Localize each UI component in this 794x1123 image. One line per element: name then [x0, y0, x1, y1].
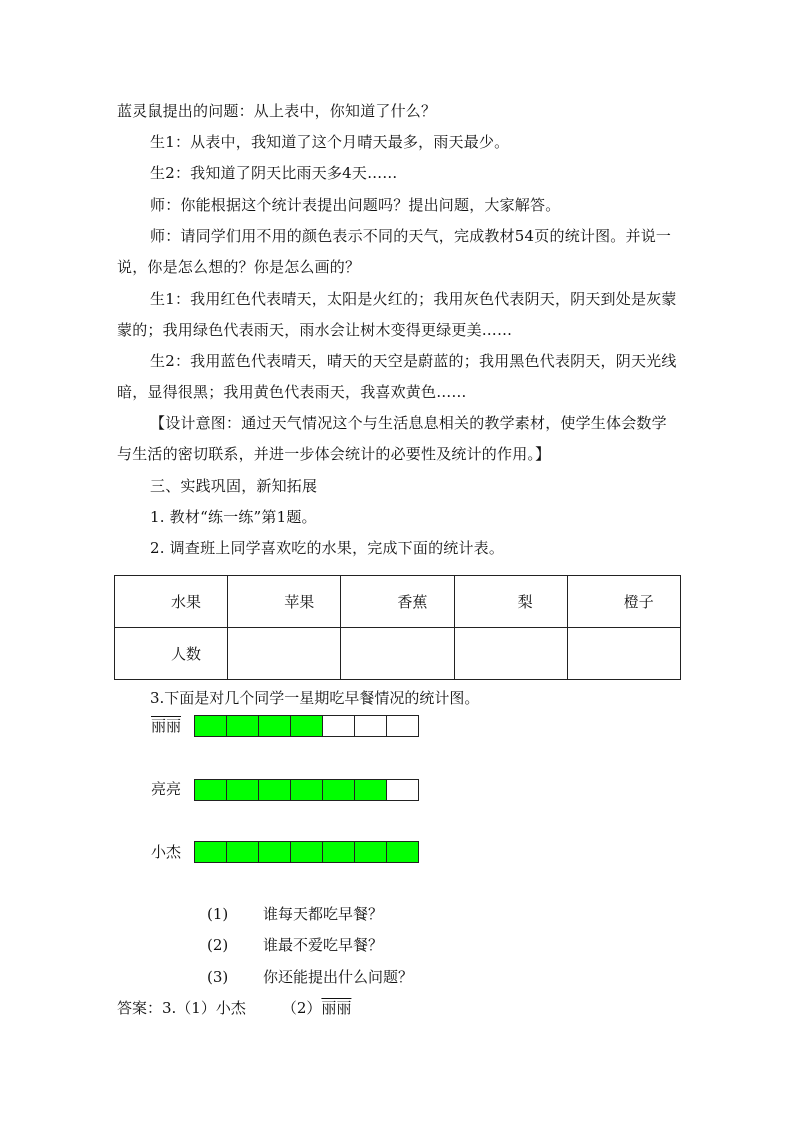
section-heading: 三、实践巩固，新知拓展 — [150, 477, 318, 495]
chart-bar-filled-cell — [323, 842, 355, 862]
paragraph-3: 生2：我知道了阴天比雨天多4天…… — [150, 164, 398, 182]
paragraph-2: 生1：从表中，我知道了这个月晴天最多，雨天最少。 — [150, 133, 510, 151]
table-row-header — [115, 576, 681, 628]
question-text: 谁最不爱吃早餐？ — [263, 936, 384, 954]
table-row-label: 人数 — [115, 628, 228, 680]
paragraph-4: 师：你能根据这个统计表提出问题吗？提出问题，大家解答。 — [150, 196, 561, 214]
table-header-cell: 水果 — [115, 576, 228, 628]
chart-intro: 3.下面是对几个同学一星期吃早餐情况的统计图。 — [150, 689, 480, 707]
table-header-cell: 苹果 — [228, 576, 341, 628]
chart-category-label: 丽丽 — [151, 717, 182, 735]
chart-bar-lili — [194, 715, 419, 737]
design-intent-note: 【设计意图：通过天气情况这个与生活息息相关的教学素材，使学生体会数学与生活的密切联系，并进一步体会统计的必要性及统计的作用。】 — [117, 414, 667, 463]
chart-bar-filled-cell — [291, 716, 323, 736]
answer-part2: （2） — [281, 999, 322, 1017]
chart-bar-filled-cell — [195, 716, 227, 736]
question-3 — [207, 967, 413, 987]
table-row-count — [115, 628, 681, 680]
chart-bar-filled-cell — [291, 780, 323, 800]
answer-prefix: 答案：3.（1）小杰 — [117, 999, 246, 1017]
chart-bar-filled-cell — [387, 842, 419, 862]
chart-bar-filled-cell — [259, 716, 291, 736]
chart-bar-filled-cell — [291, 842, 323, 862]
question-number: (2) — [207, 936, 229, 954]
chart-bar-filled-cell — [227, 842, 259, 862]
chart-bar-filled-cell — [227, 716, 259, 736]
table-header-cell: 橙子 — [567, 576, 680, 628]
answer-part2-value: 丽丽 — [321, 999, 352, 1017]
table-input-cell[interactable] — [567, 628, 680, 680]
chart-bar-filled-cell — [195, 780, 227, 800]
chart-bar-filled-cell — [323, 780, 355, 800]
question-number: (3) — [207, 968, 229, 986]
table-input-cell[interactable] — [341, 628, 454, 680]
chart-category-label: 亮亮 — [151, 780, 182, 798]
fruit-survey-table — [114, 575, 681, 680]
chart-bar-empty-cell — [355, 716, 387, 736]
paragraph-6: 生1：我用红色代表晴天，太阳是火红的；我用灰色代表阴天，阴天到处是灰蒙蒙的；我用绿色代表雨天，雨水会让树木变得更绿更美…… — [117, 290, 677, 339]
chart-category-label: 小杰 — [151, 843, 182, 861]
chart-bar-xiaojie — [194, 841, 419, 863]
question-number: (1) — [207, 905, 229, 923]
paragraph-7: 生2：我用蓝色代表晴天，晴天的天空是蔚蓝的；我用黑色代表阴天，阴天光线暗，显得很黑；我用黄色代表雨天，我喜欢黄色…… — [117, 352, 677, 401]
paragraph-1: 蓝灵鼠提出的问题：从上表中，你知道了什么？ — [117, 102, 437, 120]
chart-bar-filled-cell — [195, 842, 227, 862]
answer-line — [117, 998, 351, 1018]
question-1 — [207, 904, 383, 924]
chart-bar-liangliang — [194, 779, 419, 801]
chart-bar-filled-cell — [355, 780, 387, 800]
table-header-cell: 香蕉 — [341, 576, 454, 628]
table-header-cell: 梨 — [454, 576, 567, 628]
chart-bar-empty-cell — [323, 716, 355, 736]
table-input-cell[interactable] — [228, 628, 341, 680]
paragraph-5: 师：请同学们用不用的颜色表示不同的天气，完成教材54页的统计图。并说一说，你是怎么想的？你是怎么画的？ — [117, 227, 672, 276]
chart-bar-filled-cell — [259, 780, 291, 800]
table-input-cell[interactable] — [454, 628, 567, 680]
question-2 — [207, 935, 383, 955]
chart-bar-empty-cell — [387, 716, 419, 736]
exercise-2: 2. 调查班上同学喜欢吃的水果，完成下面的统计表。 — [150, 539, 505, 557]
chart-bar-empty-cell — [387, 780, 419, 800]
question-text: 谁每天都吃早餐？ — [263, 905, 384, 923]
chart-bar-filled-cell — [355, 842, 387, 862]
chart-bar-filled-cell — [259, 842, 291, 862]
question-text: 你还能提出什么问题？ — [263, 968, 414, 986]
chart-bar-filled-cell — [227, 780, 259, 800]
exercise-1: 1. 教材“练一练”第1题。 — [150, 508, 317, 526]
